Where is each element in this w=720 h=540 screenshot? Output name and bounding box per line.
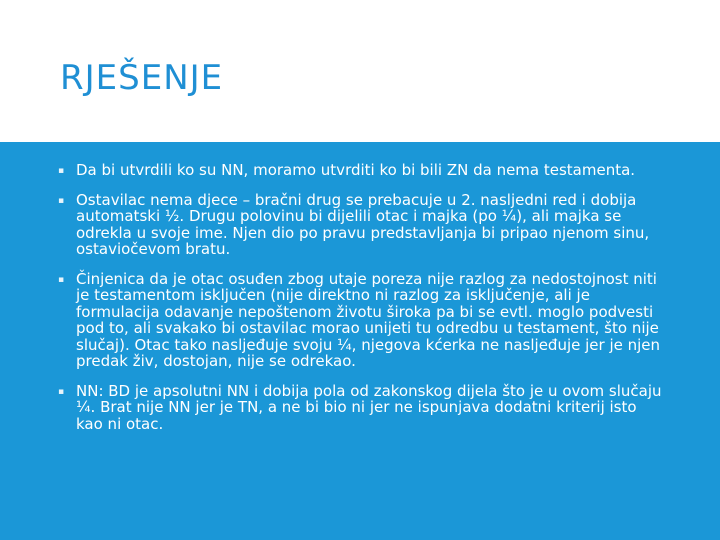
bullet-text: Ostavilac nema djece – bračni drug se prebacuje u 2. nasljedni red i dobija automatski ½. Drugu polovinu bi dijelili otac i majka (po ¼), ali majka se odrekla u svoje ime. Njen dio po pravu predstavljanja bi pripao njenom sinu, ostaviočevom bratu. xyxy=(76,190,650,258)
content-area xyxy=(0,142,720,540)
bullet-item xyxy=(58,162,668,179)
bullet-item xyxy=(58,271,668,370)
bullet-text: Činjenica da je otac osuđen zbog utaje poreza nije razlog za nedostojnost niti je testamentom isključen (nije direktno ni razlog za isključenje, ali je formulacija odavanje nepoštenom životu široka pa bi se evtl. moglo podvesti pod to, ali svakako bi ostavilac morao unijeti tu odredbu u testament, što nije slučaj). Otac tako nasljeđuje svoju ¼, njegova kćerka ne nasljeđuje jer je njen predak živ, dostojan, nije se odrekao. xyxy=(76,269,661,370)
bullet-list xyxy=(58,162,668,445)
bullet-item xyxy=(58,192,668,258)
bullet-text: NN: BD je apsolutni NN i dobija pola od zakonskog dijela što je u ovom slučaju ¼. Brat nije NN jer je TN, a ne bi bio ni jer ne ispunjava dodatni kriterij isto kao ni otac. xyxy=(76,381,662,433)
title-area xyxy=(0,0,720,142)
small-dot-bullet-icon: ▪ xyxy=(58,166,65,176)
slide-title: RJEŠENJE xyxy=(60,58,224,98)
small-dot-bullet-icon: ▪ xyxy=(58,274,65,285)
small-dot-bullet-icon: ▪ xyxy=(58,195,65,206)
bullet-item xyxy=(58,383,668,433)
bullet-text: Da bi utvrdili ko su NN, moramo utvrditi ko bi bili ZN da nema testamenta. xyxy=(76,161,636,179)
small-dot-bullet-icon: ▪ xyxy=(58,386,65,397)
